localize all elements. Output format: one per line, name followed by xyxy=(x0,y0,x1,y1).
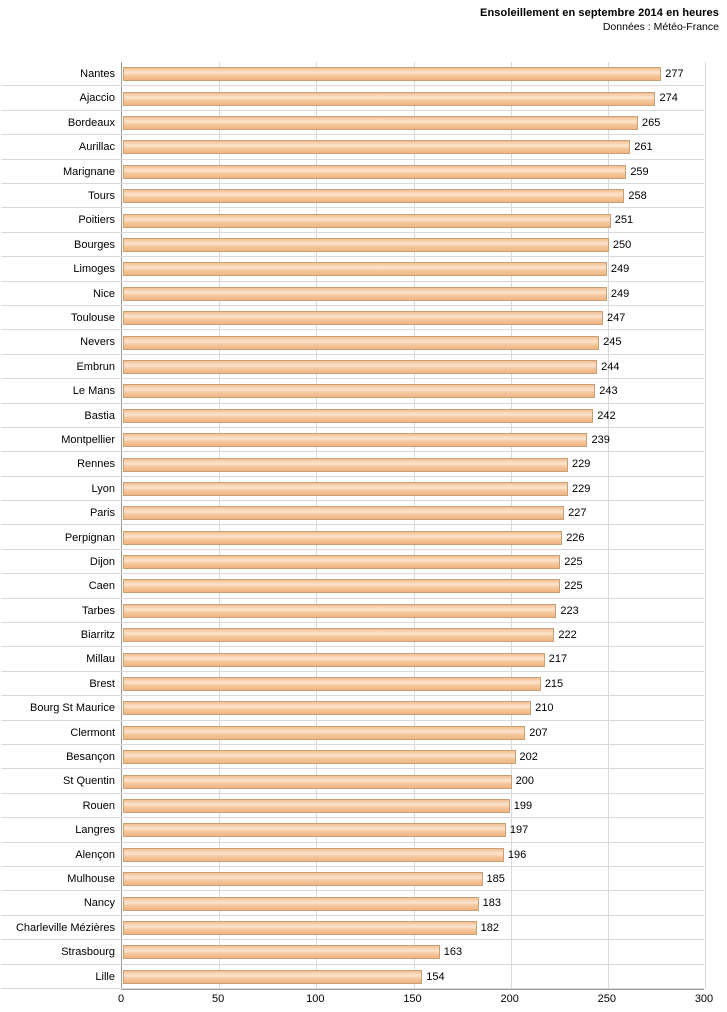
bar-row xyxy=(76,355,704,379)
bar-value-label: 226 xyxy=(566,531,585,544)
category-label: Nancy xyxy=(83,897,115,910)
bar xyxy=(123,92,655,106)
bar-row xyxy=(91,477,704,501)
bar xyxy=(123,701,531,715)
bar-row xyxy=(70,721,704,745)
bar-value-label: 249 xyxy=(610,263,630,276)
bar-value-label: 251 xyxy=(614,214,634,227)
x-tick-label: 100 xyxy=(306,993,325,1005)
category-label: Toulouse xyxy=(70,311,115,324)
bar xyxy=(123,555,560,569)
category-label: Perpignan xyxy=(64,531,115,544)
bar-value-label: 196 xyxy=(507,848,527,861)
bar xyxy=(123,360,597,374)
category-label: Lille xyxy=(95,970,115,983)
bar-value-label: 223 xyxy=(560,604,579,617)
bar xyxy=(123,945,440,959)
bar xyxy=(123,287,607,301)
bar-value-label: 243 xyxy=(599,385,618,398)
bar-value-label: 215 xyxy=(544,677,564,690)
bar-row xyxy=(92,282,704,306)
category-label: Lyon xyxy=(91,482,115,495)
bar xyxy=(123,189,624,203)
category-label: Le Mans xyxy=(72,385,115,398)
bar-row xyxy=(89,550,704,574)
category-label: Bordeaux xyxy=(67,116,115,129)
category-label: Biarritz xyxy=(80,629,115,642)
bar-row xyxy=(80,330,704,354)
category-label: Rouen xyxy=(82,799,115,812)
bar xyxy=(123,677,541,691)
bar xyxy=(123,579,560,593)
category-label: Dijon xyxy=(89,555,115,568)
bar-value-label: 200 xyxy=(515,775,535,788)
bar-value-label: 229 xyxy=(572,482,591,495)
bar xyxy=(123,384,595,398)
category-label: Mulhouse xyxy=(67,873,115,886)
bar-value-label: 199 xyxy=(513,799,533,812)
bar-value-label: 245 xyxy=(603,336,622,349)
bar-value-label: 265 xyxy=(641,116,661,129)
bar-row xyxy=(80,623,704,647)
bar-value-label: 277 xyxy=(665,68,684,80)
bar xyxy=(123,531,562,545)
bar-value-label: 183 xyxy=(482,897,501,910)
bar-row xyxy=(79,86,704,110)
category-label: Embrun xyxy=(76,360,115,373)
bar-row xyxy=(78,135,704,159)
bar xyxy=(123,897,479,911)
bar xyxy=(123,238,609,252)
bar xyxy=(123,872,483,886)
bar-value-label: 247 xyxy=(607,311,626,324)
bar xyxy=(123,970,422,984)
bar-row xyxy=(63,769,704,793)
category-label: Paris xyxy=(89,507,115,520)
bar-value-label: 244 xyxy=(601,360,620,373)
bar-row xyxy=(75,818,704,842)
bar-row xyxy=(64,526,704,550)
bar-row xyxy=(67,867,704,891)
category-label: Caen xyxy=(88,580,115,593)
bar-rows xyxy=(15,62,704,989)
category-label: Millau xyxy=(86,653,115,666)
x-tick-label: 50 xyxy=(212,993,225,1005)
bar-row xyxy=(88,574,704,598)
bar-row xyxy=(78,208,704,232)
x-tick-label: 200 xyxy=(500,993,519,1005)
bar-row xyxy=(80,62,704,86)
bar-value-label: 197 xyxy=(509,824,529,837)
bar xyxy=(123,506,564,520)
category-label: Besançon xyxy=(66,751,115,764)
bar xyxy=(123,140,630,154)
bar xyxy=(123,214,611,228)
x-tick-label: 250 xyxy=(597,993,616,1005)
bar xyxy=(123,628,554,642)
bar xyxy=(123,458,568,472)
category-label: Tarbes xyxy=(81,604,115,617)
bar-value-label: 274 xyxy=(659,92,678,105)
bar-value-label: 225 xyxy=(564,580,583,593)
bar xyxy=(123,921,477,935)
bar xyxy=(123,750,516,764)
bar-row xyxy=(66,745,704,769)
category-label: Tours xyxy=(88,189,115,202)
category-label: Nevers xyxy=(80,336,115,349)
bar-value-label: 249 xyxy=(610,287,630,300)
bar xyxy=(123,482,568,496)
bar xyxy=(123,433,587,447)
bar-row xyxy=(81,599,704,623)
category-label: Rennes xyxy=(77,458,115,471)
bar-value-label: 227 xyxy=(568,507,587,520)
bar-row xyxy=(84,404,704,428)
bar-row xyxy=(70,306,704,330)
x-tick-label: 300 xyxy=(694,993,714,1005)
bar xyxy=(123,311,603,325)
bar-value-label: 250 xyxy=(612,238,632,251)
bar xyxy=(123,775,512,789)
bar xyxy=(123,67,661,81)
bar-value-label: 229 xyxy=(572,458,591,471)
bar-row xyxy=(73,257,704,281)
x-axis-line xyxy=(121,989,704,990)
category-label: Alençon xyxy=(75,848,115,861)
plot-area xyxy=(15,62,704,989)
bar-row xyxy=(89,672,704,696)
bar-value-label: 225 xyxy=(564,555,583,568)
bar xyxy=(123,823,506,837)
bar-value-label: 261 xyxy=(634,141,653,154)
bar-value-label: 258 xyxy=(628,189,647,202)
bar-row xyxy=(88,184,704,208)
bar xyxy=(123,799,510,813)
x-tick-label: 150 xyxy=(403,993,422,1005)
bar xyxy=(123,604,556,618)
category-label: Strasbourg xyxy=(61,946,115,959)
bar-row xyxy=(83,891,704,915)
bar-row xyxy=(82,794,704,818)
bar xyxy=(123,848,504,862)
category-label: St Quentin xyxy=(63,775,115,788)
x-tick-label: 0 xyxy=(117,993,125,1005)
bar-row xyxy=(67,111,704,135)
bar-value-label: 182 xyxy=(480,921,500,934)
bar-value-label: 217 xyxy=(548,653,568,666)
bar-row xyxy=(74,233,704,257)
category-label: Aurillac xyxy=(78,141,115,154)
category-label: Nice xyxy=(92,287,115,300)
bar-value-label: 185 xyxy=(486,873,505,886)
category-label: Charleville Mézières xyxy=(15,921,115,934)
chart-title-block xyxy=(480,6,719,34)
category-label: Ajaccio xyxy=(79,92,115,105)
bar-row xyxy=(77,452,704,476)
category-label: Montpellier xyxy=(61,433,115,446)
bar-row xyxy=(75,843,704,867)
category-label: Bourges xyxy=(74,238,115,251)
bar-value-label: 202 xyxy=(519,751,538,764)
bar-value-label: 207 xyxy=(529,726,548,739)
bar-row xyxy=(61,428,704,452)
category-label: Marignane xyxy=(63,165,115,178)
category-label: Langres xyxy=(75,824,115,837)
bar-value-label: 242 xyxy=(597,409,616,422)
bar-row xyxy=(15,916,704,940)
category-label: Bastia xyxy=(84,409,115,422)
category-label: Limoges xyxy=(73,263,115,276)
category-label: Nantes xyxy=(80,68,115,80)
bar-row xyxy=(30,696,704,720)
bar-value-label: 154 xyxy=(426,970,445,983)
category-label: Bourg St Maurice xyxy=(30,702,115,715)
bar-row xyxy=(61,940,704,964)
category-label: Brest xyxy=(89,677,115,690)
bar-row xyxy=(95,965,704,989)
bar xyxy=(123,726,525,740)
bar xyxy=(123,653,545,667)
category-label: Clermont xyxy=(70,726,115,739)
bar xyxy=(123,336,599,350)
category-label: Poitiers xyxy=(78,214,115,227)
bar xyxy=(123,409,593,423)
bar-row xyxy=(63,160,704,184)
bar xyxy=(123,262,607,276)
bar-row xyxy=(86,647,704,671)
chart-title: Ensoleillement en septembre 2014 en heures xyxy=(480,7,719,19)
bar-value-label: 163 xyxy=(443,946,463,959)
bar-value-label: 222 xyxy=(558,629,577,642)
bar-row xyxy=(89,501,704,525)
gridline xyxy=(705,62,706,989)
bar xyxy=(123,116,638,130)
bar-value-label: 210 xyxy=(535,702,554,715)
chart-subtitle: Données : Météo-France xyxy=(602,21,719,33)
bar xyxy=(123,165,626,179)
bar-row xyxy=(72,379,704,403)
bar-value-label: 239 xyxy=(591,433,610,446)
bar-value-label: 259 xyxy=(630,165,649,178)
